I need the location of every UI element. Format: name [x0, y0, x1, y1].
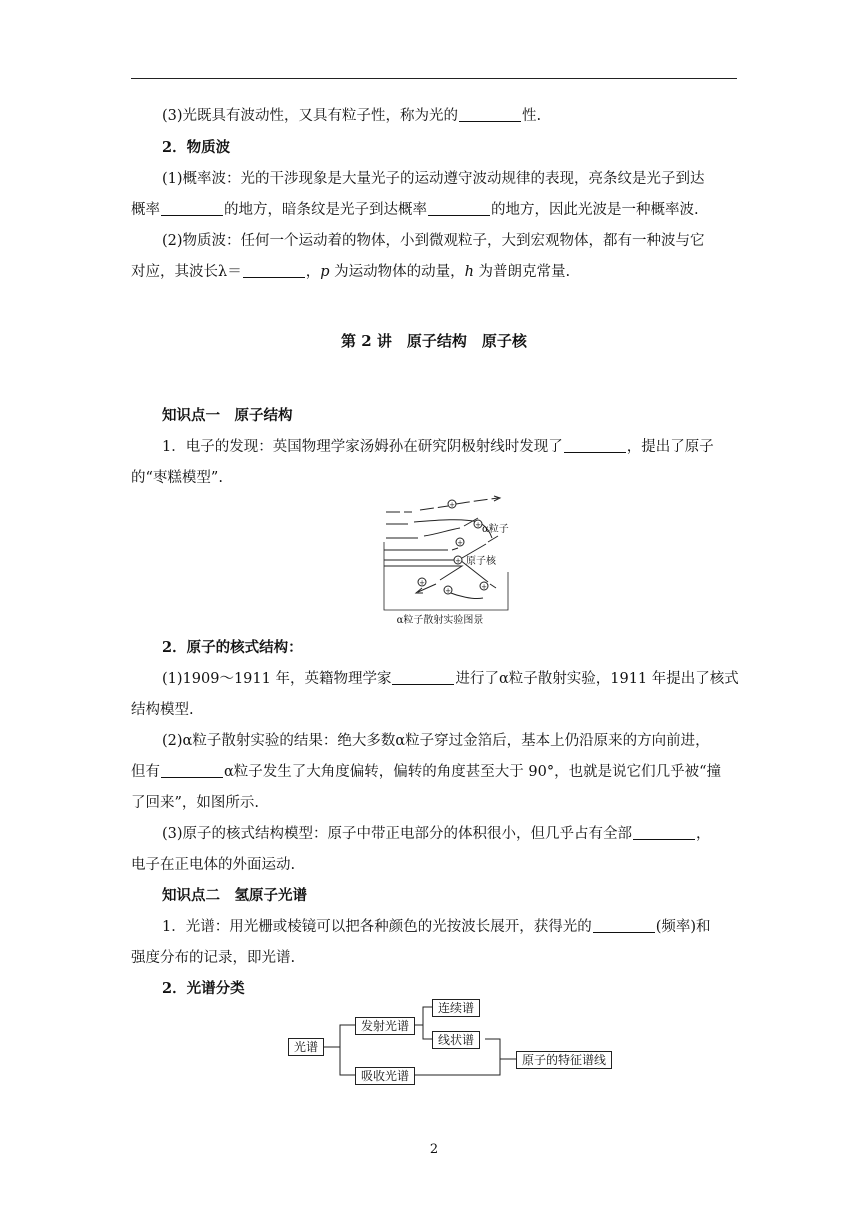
answer-blank[interactable] [161, 201, 223, 216]
paragraph-matter-wave-2 [131, 262, 737, 282]
text: 但有 [131, 764, 160, 780]
svg-text:+: + [481, 583, 487, 591]
svg-text:+: + [419, 579, 425, 587]
text: 对应，其波长λ＝ [131, 264, 242, 280]
paragraph-probability-wave-1 [162, 169, 768, 189]
box-spectrum: 光谱 [288, 1038, 324, 1056]
text: 1．光谱：用光栅或棱镜可以把各种颜色的光按波长展开，获得光的 [162, 919, 592, 935]
text: α粒子发生了大角度偏转，偏转的角度甚至大于 90°，也就是说它们几乎被“撞 [224, 764, 722, 780]
text: p [320, 264, 330, 280]
section-title: 第 2 讲 原子结构 原子核 [341, 332, 527, 350]
paragraph-matter-wave-1: (2)物质波：任何一个运动着的物体，小到微观粒子，大到宏观物体，都有一种波与它 [162, 233, 705, 249]
svg-text:+: + [475, 521, 481, 529]
paragraph-spectrum-1 [162, 917, 768, 937]
text: ，提出了原子 [626, 439, 714, 455]
box-characteristic-lines: 原子的特征谱线 [516, 1051, 612, 1069]
svg-text:+: + [457, 539, 463, 547]
text: ， [305, 264, 321, 280]
paragraph-electron-discovery-2: 的“枣糕模型”. [131, 470, 223, 486]
heading-matter-wave: 2．物质波 [162, 139, 231, 156]
text: 为运动物体的动量， [329, 264, 465, 280]
text: (3)光既具有波动性，又具有粒子性，称为光的 [162, 108, 459, 124]
alpha-scattering-svg [378, 492, 528, 628]
paragraph-rutherford-2: 结构模型. [131, 702, 194, 718]
text: (1)概率波：光的干涉现象是大量光子的运动遵守波动规律的表现，亮条纹是光子到达 [162, 171, 705, 187]
text: 进行了α粒子散射实验，1911 年提出了核式 [455, 671, 739, 687]
label-alpha-particle: α粒子 [482, 524, 509, 535]
answer-blank[interactable] [392, 670, 454, 685]
answer-blank[interactable] [243, 263, 305, 278]
box-emission-spectrum: 发射光谱 [355, 1017, 415, 1035]
heading-nuclear-structure: 2．原子的核式结构： [162, 639, 303, 656]
figure-caption: α粒子散射实验图景 [396, 615, 484, 626]
paragraph-scattering-result-2 [131, 762, 737, 782]
box-line-spectrum: 线状谱 [432, 1031, 480, 1049]
alpha-scattering-figure [378, 492, 528, 628]
text: (1)1909～1911 年，英籍物理学家 [162, 671, 392, 687]
text: 的地方，因此光波是一种概率波. [491, 202, 699, 218]
paragraph-nuclear-model-1 [162, 824, 768, 844]
paragraph-scattering-result-3: 了回来”，如图所示. [131, 795, 260, 811]
text: 1．电子的发现：英国物理学家汤姆孙在研究阴极射线时发现了 [162, 439, 563, 455]
text: (频率)和 [655, 919, 711, 935]
text: h [464, 264, 474, 280]
answer-blank[interactable] [161, 763, 223, 778]
svg-text:+: + [449, 501, 455, 509]
paragraph-rutherford-1 [162, 669, 768, 689]
paragraph-nuclear-model-2: 电子在正电体的外面运动. [131, 857, 296, 873]
label-nucleus: 原子核 [466, 556, 496, 567]
answer-blank[interactable] [593, 918, 655, 933]
box-absorption-spectrum: 吸收光谱 [355, 1067, 415, 1085]
text: 概率 [131, 202, 160, 218]
paragraph-scattering-result-1: (2)α粒子散射实验的结果：绝大多数α粒子穿过金箔后，基本上仍沿原来的方向前进， [162, 733, 710, 749]
heading-spectrum-classification: 2．光谱分类 [162, 980, 245, 997]
page-number: 2 [429, 1142, 439, 1157]
paragraph-electron-discovery-1 [162, 437, 768, 457]
header-rule [131, 78, 737, 79]
answer-blank[interactable] [428, 201, 490, 216]
text: (3)原子的核式结构模型：原子中带正电部分的体积很小，但几乎占有全部 [162, 826, 633, 842]
spectrum-diagram [280, 995, 640, 1095]
paragraph-probability-wave-2 [131, 200, 737, 220]
text: ， [696, 826, 711, 842]
answer-blank[interactable] [564, 438, 626, 453]
svg-text:+: + [445, 587, 451, 595]
answer-blank[interactable] [459, 107, 521, 122]
svg-text:+: + [455, 557, 461, 565]
heading-hydrogen-spectrum: 知识点二 氢原子光谱 [162, 887, 307, 904]
text: 的地方，暗条纹是光子到达概率 [224, 202, 427, 218]
heading-atomic-structure: 知识点一 原子结构 [162, 407, 293, 424]
text: 为普朗克常量. [473, 264, 571, 280]
paragraph-spectrum-2: 强度分布的记录，即光谱. [131, 950, 296, 966]
answer-blank[interactable] [633, 825, 695, 840]
box-continuous-spectrum: 连续谱 [432, 999, 480, 1017]
paragraph-light-duality [162, 106, 768, 126]
text: 性. [522, 108, 542, 124]
